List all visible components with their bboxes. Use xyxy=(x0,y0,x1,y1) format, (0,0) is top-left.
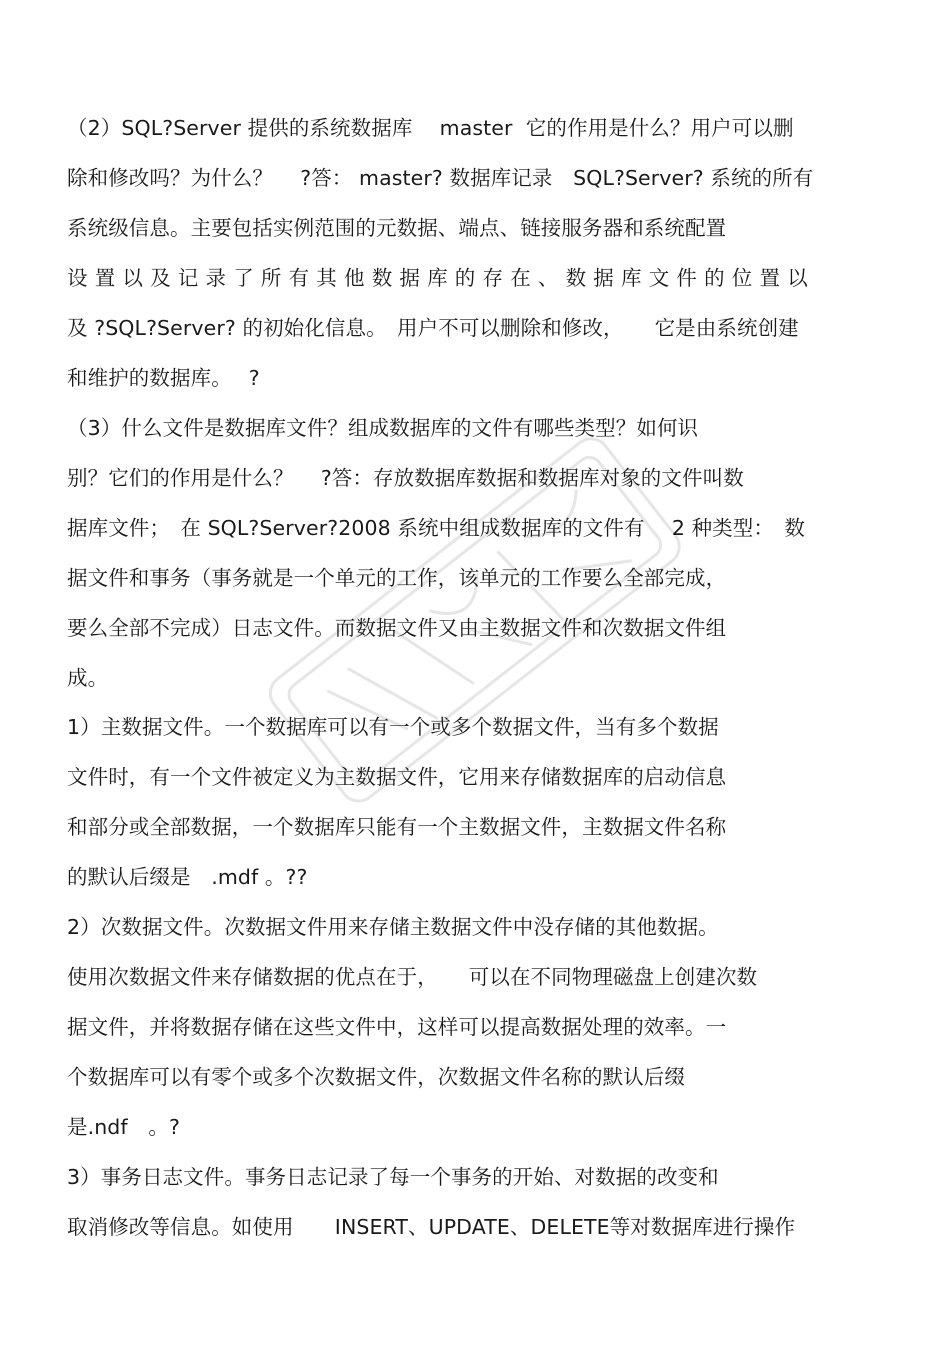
text-line: 的默认后缀是 .mdf 。?? xyxy=(67,865,308,889)
text-line: 要么全部不完成）日志文件。而数据文件又由主数据文件和次数据文件组 xyxy=(67,616,727,640)
text-line: 个数据库可以有零个或多个次数据文件，次数据文件名称的默认后缀 xyxy=(67,1065,685,1089)
text-line: 系统级信息。主要包括实例范围的元数据、端点、链接服务器和系统配置 xyxy=(67,216,727,240)
text-line: 据库文件； 在 SQL?Server?2008 系统中组成数据库的文件有 2 种类型： 数 xyxy=(67,516,805,540)
text-line: 据文件和事务（事务就是一个单元的工作，该单元的工作要么全部完成， xyxy=(67,566,727,590)
text-line: 除和修改吗？为什么？ ?答： master? 数据库记录 SQL?Server? 系统的所有 xyxy=(67,166,814,190)
text-line: 1）主数据文件。一个数据库可以有一个或多个数据文件，当有多个数据 xyxy=(67,715,719,739)
text-line: 据文件，并将数据存储在这些文件中，这样可以提高数据处理的效率。一 xyxy=(67,1015,727,1039)
text-line: 及 ?SQL?Server? 的初始化信息。 用户不可以删除和修改， 它是由系统创建 xyxy=(67,316,799,340)
text-line: 使用次数据文件来存储数据的优点在于， 可以在不同物理磁盘上创建次数 xyxy=(67,965,758,989)
text-line: （2）SQL?Server 提供的系统数据库 master 它的作用是什么？用户可以删 xyxy=(67,116,794,140)
text-line: 和维护的数据库。 ? xyxy=(67,366,260,390)
text-line: 2）次数据文件。次数据文件用来存储主数据文件中没存储的其他数据。 xyxy=(67,915,719,939)
text-line: 别？它们的作用是什么？ ?答：存放数据库数据和数据库对象的文件叫数 xyxy=(67,466,744,490)
text-line: 设置以及记录了所有其他数据库的存在、数据库文件的位置以 xyxy=(67,266,815,290)
text-line: 和部分或全部数据，一个数据库只能有一个主数据文件，主数据文件名称 xyxy=(67,815,727,839)
text-line: 3）事务日志文件。事务日志记录了每一个事务的开始、对数据的改变和 xyxy=(67,1165,719,1189)
text-line: 文件时，有一个文件被定义为主数据文件，它用来存储数据库的启动信息 xyxy=(67,765,727,789)
text-line: 取消修改等信息。如使用 INSERT、UPDATE、DELETE等对数据库进行操作 xyxy=(67,1215,796,1239)
text-line: 成。 xyxy=(67,666,109,690)
text-line: 是.ndf 。? xyxy=(67,1115,180,1139)
text-line: （3）什么文件是数据库文件？组成数据库的文件有哪些类型？如何识 xyxy=(67,416,699,440)
